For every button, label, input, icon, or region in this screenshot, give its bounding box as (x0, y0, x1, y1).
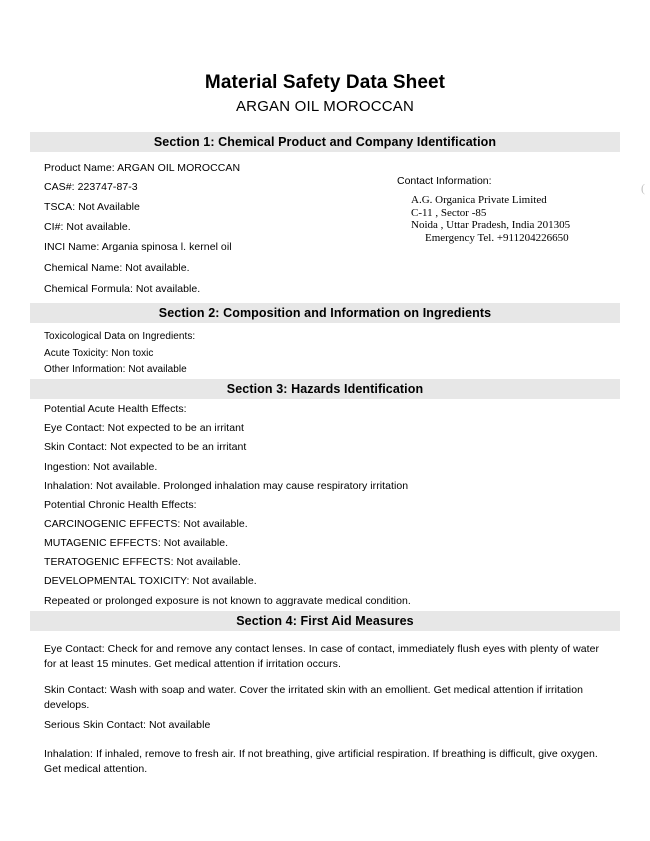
field-teratogenic-effects: TERATOGENIC EFFECTS: Not available. (44, 556, 241, 568)
field-mutagenic-effects: MUTAGENIC EFFECTS: Not available. (44, 537, 229, 549)
field-other-information: Other Information: Not available (44, 364, 187, 375)
contact-information-block (411, 194, 570, 244)
section-1-header (30, 132, 620, 152)
field-tsca: TSCA: Not Available (44, 201, 140, 213)
section-3-header (30, 379, 620, 399)
contact-company: A.G. Organica Private Limited (411, 194, 547, 206)
field-acute-toxicity: Acute Toxicity: Non toxic (44, 348, 154, 359)
field-developmental-toxicity: DEVELOPMENTAL TOXICITY: Not available. (44, 575, 257, 587)
section-3-heading-text: Section 3: Hazards Identification (226, 382, 424, 396)
section-2-header (30, 303, 620, 323)
field-inhalation-hazard: Inhalation: Not available. Prolonged inhalation may cause respiratory irritation (44, 480, 409, 492)
field-ci-number: CI#: Not available. (44, 221, 131, 233)
field-chemical-name: Chemical Name: Not available. (44, 262, 190, 274)
field-carcinogenic-effects: CARCINOGENIC EFFECTS: Not available. (44, 518, 248, 530)
section-1-heading-text: Section 1: Chemical Product and Company Identification (153, 135, 497, 149)
field-potential-acute-health-effects: Potential Acute Health Effects: (44, 403, 187, 415)
page-title: Material Safety Data Sheet (204, 72, 446, 93)
field-ingestion-hazard: Ingestion: Not available. (44, 461, 158, 473)
field-eye-contact-hazard: Eye Contact: Not expected to be an irritant (44, 422, 245, 434)
first-aid-serious-skin-contact: Serious Skin Contact: Not available (44, 719, 211, 731)
margin-artifact-glyph: ( (641, 181, 645, 195)
field-product-name: Product Name: ARGAN OIL MOROCCAN (44, 162, 241, 174)
section-4-heading-text: Section 4: First Aid Measures (236, 614, 414, 628)
first-aid-eye-contact: Eye Contact: Check for and remove any contact lenses. In case of contact, immediately flush eyes with plenty of water for at least 15 minutes. Get medical attention if irritation occurs. (44, 643, 600, 670)
page-subtitle: ARGAN OIL MOROCCAN (235, 98, 415, 115)
contact-emergency-phone: Emergency Tel. +911204226650 (425, 231, 569, 244)
first-aid-inhalation: Inhalation: If inhaled, remove to fresh air. If not breathing, give artificial respiration. If breathing is difficult, give oxygen. Get medical attention. (44, 748, 598, 775)
field-skin-contact-hazard: Skin Contact: Not expected to be an irritant (44, 441, 247, 453)
contact-address-line-2: Noida , Uttar Pradesh, India 201305 (411, 219, 571, 231)
field-cas-number: CAS#: 223747-87-3 (44, 181, 138, 193)
field-inci-name: INCI Name: Argania spinosa l. kernel oil (44, 241, 232, 253)
contact-address-line-1: C-11 , Sector -85 (411, 206, 487, 219)
first-aid-skin-contact: Skin Contact: Wash with soap and water. Cover the irritated skin with an emollient. Get medical attention if irritation develops. (44, 684, 583, 711)
field-toxicological-data: Toxicological Data on Ingredients: (44, 331, 196, 342)
field-repeated-exposure-note: Repeated or prolonged exposure is not known to aggravate medical condition. (44, 595, 411, 607)
field-chemical-formula: Chemical Formula: Not available. (44, 283, 201, 295)
section-2-heading-text: Section 2: Composition and Information on Ingredients (158, 306, 492, 320)
contact-information-label: Contact Information: (397, 175, 492, 187)
section-4-header (30, 611, 620, 631)
field-potential-chronic-health-effects: Potential Chronic Health Effects: (44, 499, 197, 511)
